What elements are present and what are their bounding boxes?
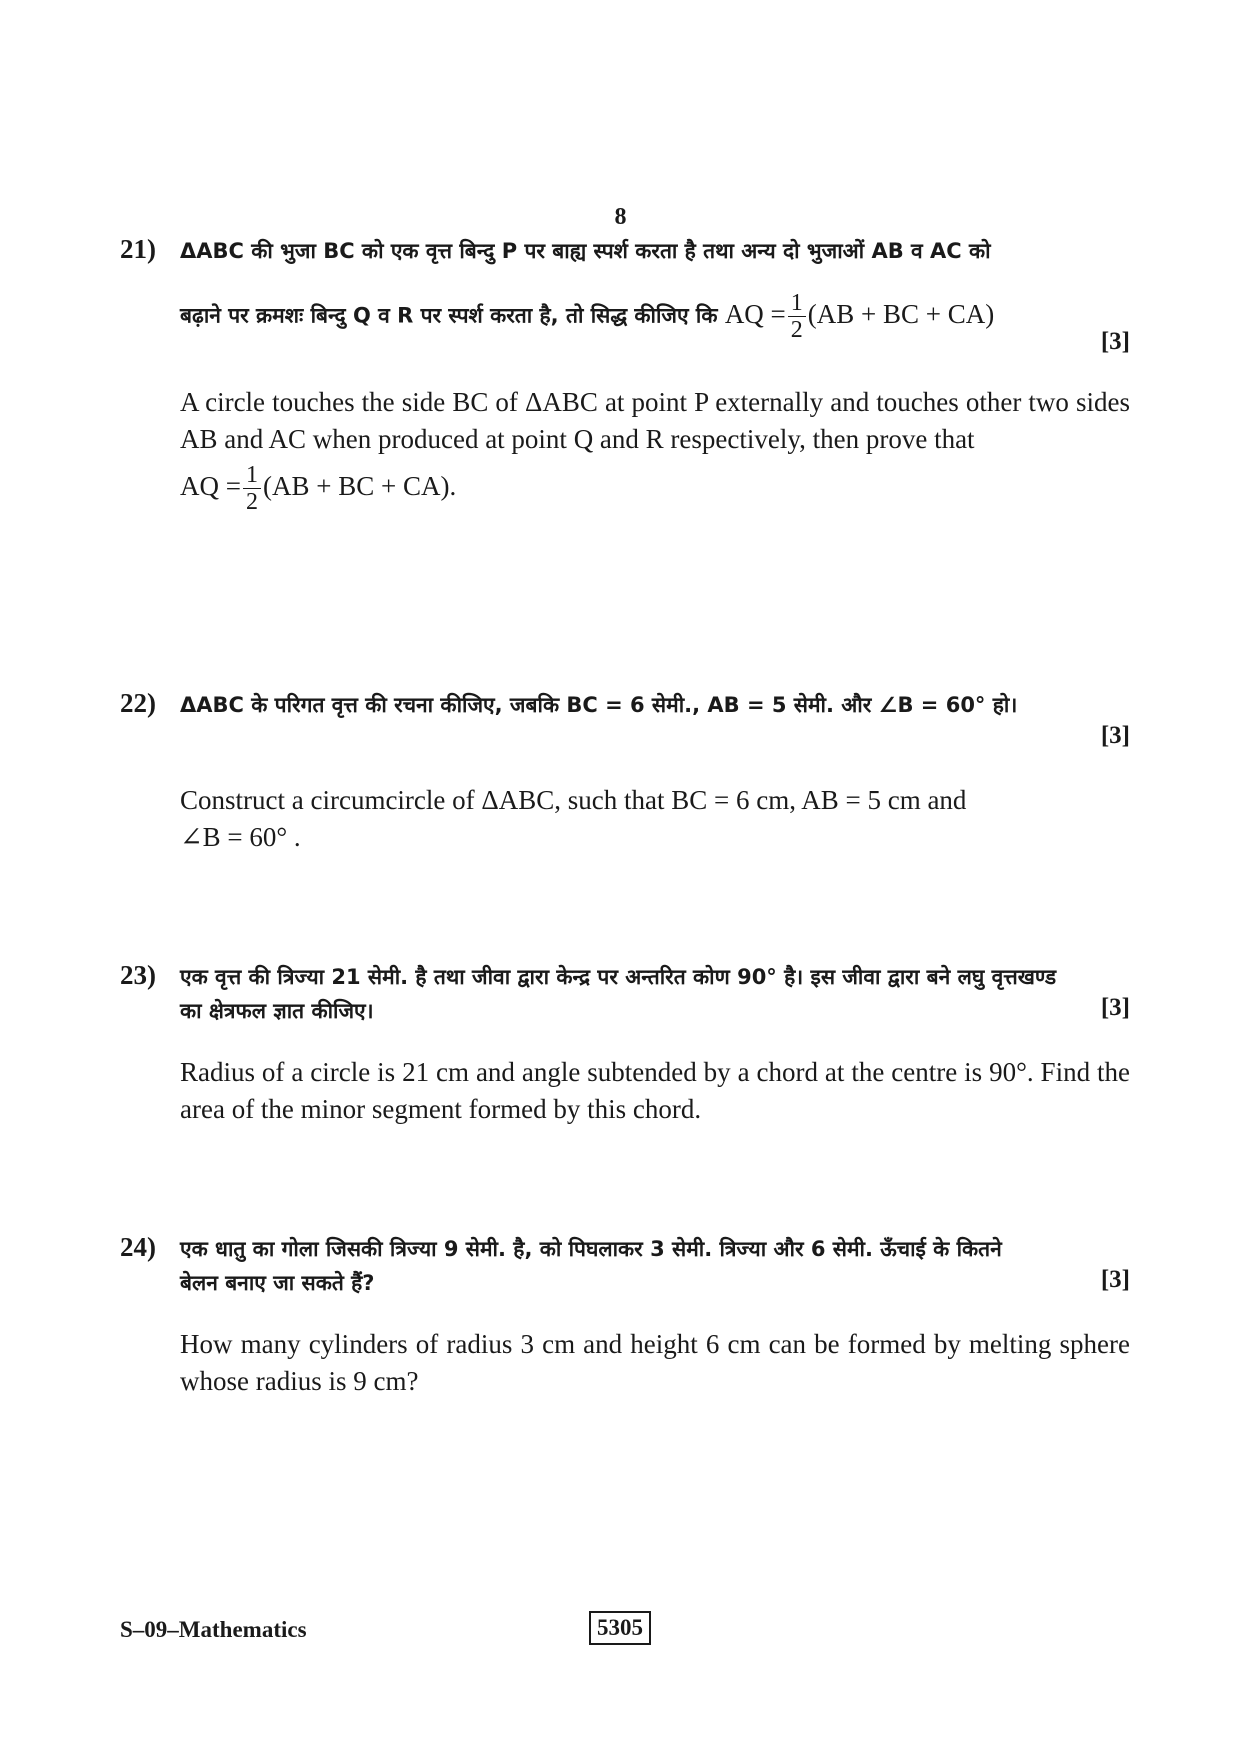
fraction-half (243, 462, 261, 515)
footer-code-box: 5305 (589, 1611, 651, 1645)
english-text: Construct a circumcircle of ΔABC, such that BC = 6 cm, AB = 5 cm and (180, 785, 967, 815)
hindi-text-line2: बेलन बनाए जा सकते हैं? (180, 1271, 375, 1295)
marks: [3] (1100, 722, 1130, 749)
english-text: Radius of a circle is 21 cm and angle subtended by a chord at the centre is 90°. Find the area of the minor segment formed by this chord. (180, 1057, 1130, 1124)
hindi-text-line2: का क्षेत्रफल ज्ञात कीजिए। (180, 999, 374, 1023)
equation-english (180, 462, 1130, 515)
equation (180, 462, 457, 515)
equation-lhs: AQ = (180, 470, 241, 501)
hindi-text-line1: एक धातु का गोला जिसकी त्रिज्या 9 सेमी. है, को पिघलाकर 3 सेमी. त्रिज्या और 6 सेमी. ऊँचाई के कितने (180, 1237, 1002, 1261)
hindi-text-line1: ΔABC की भुजा BC को एक वृत्त बिन्दु P पर बाह्य स्पर्श करता है तथा अन्य दो भुजाओं AB व AC को (180, 239, 991, 263)
english-text-line2: ∠B = 60° . (180, 822, 301, 852)
hindi-text: बढ़ाने पर क्रमशः बिन्दु Q व R पर स्पर्श करता है, तो सिद्ध कीजिए कि (180, 303, 718, 328)
english-text: How many cylinders of radius 3 cm and height 6 cm can be formed by melting sphere whose radius is 9 cm? (180, 1329, 1130, 1396)
marks: [3] (1100, 994, 1130, 1021)
fraction-numerator: 1 (243, 462, 261, 489)
hindi-text-line1: एक वृत्त की त्रिज्या 21 सेमी. है तथा जीवा द्वारा केन्द्र पर अन्तरित कोण 90° है। इस जीवा द्वारा बने लघु वृत्तखण्ड (180, 965, 1057, 989)
fraction-denominator: 2 (245, 489, 258, 515)
question-number: 24) (120, 1232, 156, 1262)
equation-lhs: AQ = (724, 298, 786, 329)
fraction-denominator: 2 (790, 317, 803, 343)
question-number: 22) (120, 688, 156, 718)
fraction-numerator: 1 (788, 290, 806, 317)
marks: [3] (1100, 328, 1130, 355)
marks: [3] (1100, 1266, 1130, 1293)
question-number: 23) (120, 960, 156, 990)
hindi-text-line2 (180, 290, 1130, 343)
equation-period: . (449, 470, 457, 501)
equation-rhs: (AB + BC + CA) (807, 298, 995, 329)
question-number: 21) (120, 234, 156, 264)
equation-rhs: (AB + BC + CA) (262, 470, 450, 501)
fraction-half (788, 290, 806, 343)
english-text: A circle touches the side BC of ΔABC at point P externally and touches other two sides AB and AC when produced at point Q and R respectively, then prove that (180, 387, 1130, 454)
equation-hindi (724, 290, 995, 343)
page-number: 8 (614, 204, 627, 230)
hindi-text: ΔABC के परिगत वृत्त की रचना कीजिए, जबकि BC = 6 सेमी., AB = 5 सेमी. और ∠B = 60° हो। (180, 693, 1018, 717)
footer-subject: S–09–Mathematics (120, 1617, 307, 1642)
